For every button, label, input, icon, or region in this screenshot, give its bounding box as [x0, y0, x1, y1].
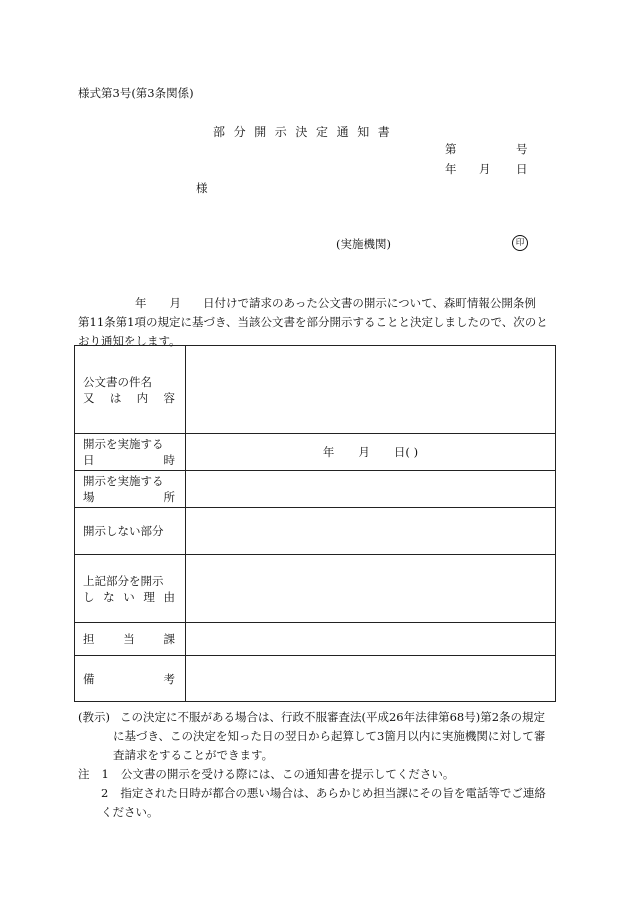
issue-date-day: 日 [516, 162, 528, 176]
body-line3: おり通知をします。 [78, 334, 181, 348]
row-label [75, 656, 186, 702]
table-row-reason [75, 555, 556, 623]
body-line2: 第11条第1項の規定に基づき、当該公文書を部分開示することと決定しましたので、次のと [78, 315, 548, 329]
label-line: 開示を実施する [83, 437, 164, 451]
note-text: 指定された日時が都合の悪い場合は、あらかじめ担当課にその旨を電話等でご連絡 [120, 786, 546, 800]
notes-label: 注 [78, 767, 90, 781]
label-glyph: 内 [136, 390, 149, 405]
label-glyph: 由 [163, 589, 175, 604]
label-glyph: 考 [163, 671, 175, 686]
label-glyph: は [109, 390, 122, 405]
label-glyph: な [103, 589, 115, 604]
label-glyph: 当 [123, 632, 135, 646]
datetime-year: 年 [322, 445, 335, 459]
label-line [83, 452, 181, 468]
form-id: 様式第3号(第3条関係) [78, 86, 194, 100]
note-number: 2 [101, 786, 109, 800]
doc-number-prefix: 第 [445, 142, 457, 156]
label-glyph: 容 [163, 390, 175, 405]
label-line: 開示しない部分 [83, 524, 164, 538]
row-label [75, 555, 186, 623]
document-title: 部分開示決定通知書 [213, 125, 399, 139]
label-line [83, 589, 181, 605]
table-row-place [75, 471, 556, 508]
body-year: 年 [135, 296, 147, 310]
datetime-month: 月 [358, 445, 370, 459]
body-line1: 日付けで請求のあった公文書の開示について、森町情報公開条例 [203, 296, 536, 310]
remarks-value-cell[interactable] [186, 656, 556, 702]
issue-date-month: 月 [479, 162, 491, 176]
withheld-part-value-cell[interactable] [186, 508, 556, 555]
label-glyph: 所 [163, 490, 175, 504]
issue-date-year: 年 [445, 162, 457, 176]
label-line: 開示を実施する [83, 474, 164, 488]
datetime-day: 日( ) [393, 445, 419, 459]
department-value-cell[interactable] [186, 623, 556, 656]
label-line [83, 671, 181, 687]
label-glyph: 又 [83, 390, 95, 405]
label-glyph: 理 [143, 589, 155, 604]
instruction-line1: この決定に不服がある場合は、行政不服審査法(平成26年法律第68号)第2条の規定 [119, 710, 546, 724]
place-value-cell[interactable] [186, 471, 556, 508]
table-row-datetime [75, 434, 556, 471]
row-label [75, 623, 186, 656]
label-glyph: 時 [163, 453, 175, 467]
notes-section [78, 708, 546, 822]
row-label [75, 434, 186, 471]
label-glyph: い [123, 589, 135, 604]
issuer-label: (実施機関) [336, 237, 391, 251]
row-label [75, 346, 186, 434]
reason-value-cell[interactable] [186, 555, 556, 623]
subject-value-cell[interactable] [186, 346, 556, 434]
body-month: 月 [169, 296, 181, 310]
instruction-label: (教示) [78, 710, 110, 724]
table-row-department [75, 623, 556, 656]
label-glyph: し [83, 589, 95, 604]
label-glyph: 備 [83, 671, 95, 686]
datetime-value-cell[interactable] [186, 434, 556, 471]
label-line: 上記部分を開示 [83, 573, 164, 588]
instruction-line3: 査請求をすることができます。 [113, 748, 274, 762]
label-glyph: 場 [83, 490, 95, 504]
instruction-line2: に基づき、この決定を知った日の翌日から起算して3箇月以内に実施機関に対して審 [113, 729, 546, 743]
addressee-suffix: 様 [196, 181, 208, 195]
body-paragraph [78, 294, 558, 351]
table-row-withheld-part [75, 508, 556, 555]
label-line [83, 489, 181, 505]
note-number: 1 [101, 767, 109, 781]
table-row-subject [75, 346, 556, 434]
note-text: ください。 [101, 805, 159, 819]
label-glyph: 担 [83, 632, 95, 646]
row-label [75, 471, 186, 508]
seal-icon: 印 [512, 235, 528, 251]
label-glyph: 課 [163, 632, 175, 646]
note-text: 公文書の開示を受ける際には、この通知書を提示してください。 [120, 767, 455, 781]
row-label [75, 508, 186, 555]
label-line [83, 390, 181, 406]
label-line: 公文書の件名 [83, 374, 152, 389]
label-line [83, 631, 181, 647]
table-row-remarks [75, 656, 556, 702]
disclosure-table [74, 345, 556, 702]
label-glyph: 日 [83, 453, 95, 467]
doc-number-suffix: 号 [516, 142, 528, 156]
